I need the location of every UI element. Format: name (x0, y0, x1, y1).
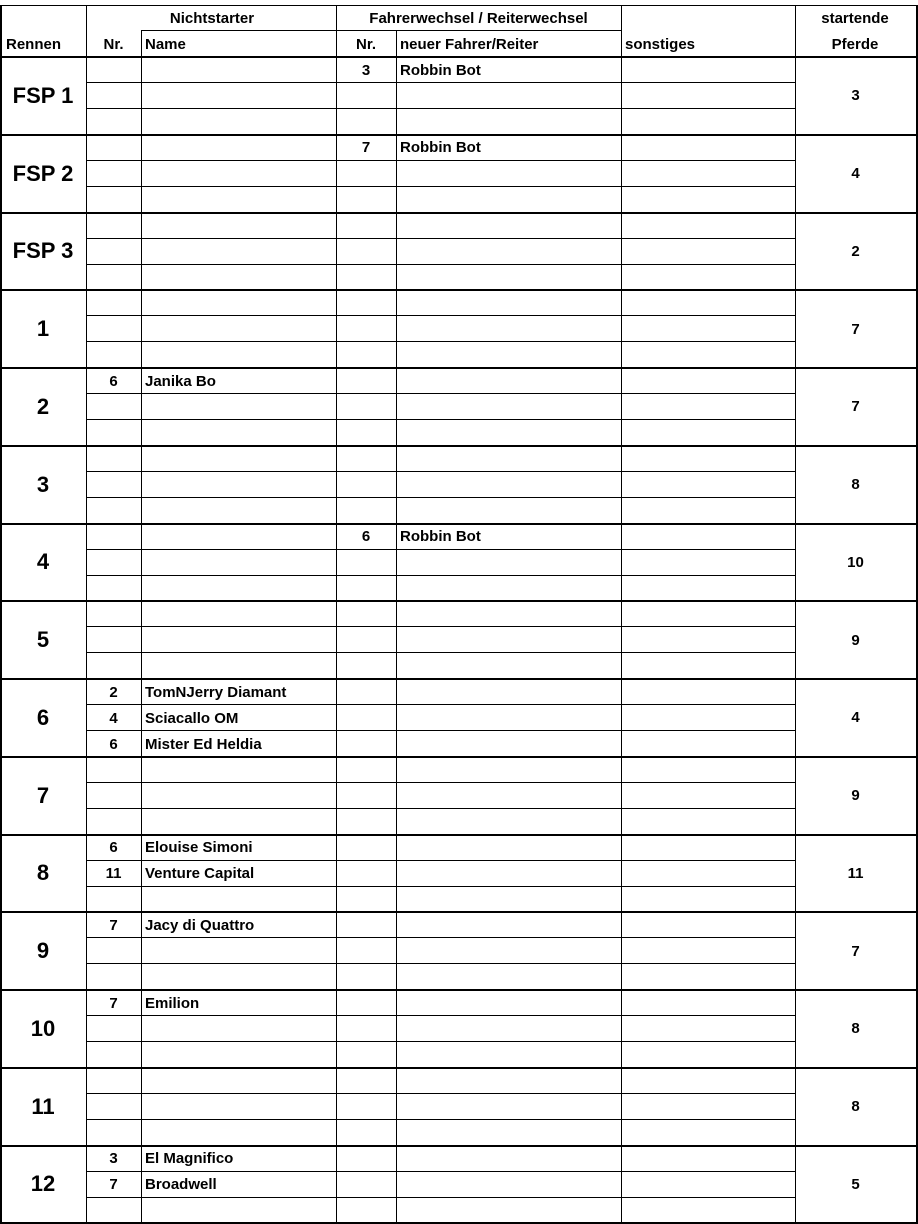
nichtstarter-nr: 7 (109, 916, 118, 934)
race-label: 8 (36, 860, 50, 886)
fahrerwechsel-nr (336, 109, 396, 135)
nichtstarter-nr (86, 239, 141, 265)
nichtstarter-name (141, 627, 336, 653)
nichtstarter-nr (86, 109, 141, 135)
sonstiges-value (621, 342, 795, 368)
fahrerwechsel-nr (336, 679, 396, 705)
sonstiges-value (621, 1016, 795, 1042)
nichtstarter-nr (86, 290, 141, 316)
neuer-fahrer-name (396, 757, 621, 783)
startende-pferde-value: 5 (851, 1175, 860, 1193)
nichtstarter-nr: 6 (109, 735, 118, 753)
neuer-fahrer-name (396, 809, 621, 835)
neuer-fahrer-name (396, 938, 621, 964)
nichtstarter-name (141, 964, 336, 990)
fahrerwechsel-nr (336, 83, 396, 109)
nichtstarter-name (141, 135, 336, 161)
neuer-fahrer-name (396, 368, 621, 394)
nichtstarter-nr (86, 938, 141, 964)
neuer-fahrer-name (396, 783, 621, 809)
nichtstarter-nr (86, 316, 141, 342)
race-label: 6 (36, 704, 50, 730)
neuer-fahrer-name: Robbin Bot (400, 61, 481, 79)
nichtstarter-nr: 2 (109, 683, 118, 701)
fahrerwechsel-nr (336, 187, 396, 213)
neuer-fahrer-name (396, 342, 621, 368)
neuer-fahrer-name (396, 705, 621, 731)
nichtstarter-name (141, 1068, 336, 1094)
nichtstarter-name (141, 446, 336, 472)
startende-pferde-value: 9 (851, 787, 860, 805)
sonstiges-value (621, 1172, 795, 1198)
fahrerwechsel-nr (336, 213, 396, 239)
nichtstarter-name (141, 601, 336, 627)
sonstiges-value (621, 290, 795, 316)
neuer-fahrer-name (396, 1016, 621, 1042)
sonstiges-value (621, 1094, 795, 1120)
nichtstarter-name (141, 1120, 336, 1146)
nichtstarter-nr: 6 (109, 372, 118, 390)
fahrerwechsel-nr (336, 964, 396, 990)
nichtstarter-name (141, 576, 336, 602)
neuer-fahrer-name (396, 627, 621, 653)
nichtstarter-nr (86, 187, 141, 213)
nichtstarter-nr (86, 887, 141, 913)
sonstiges-value (621, 1198, 795, 1224)
nichtstarter-name (141, 757, 336, 783)
startende-pferde-value: 2 (851, 242, 860, 260)
nichtstarter-nr (86, 809, 141, 835)
race-label: 10 (30, 1015, 56, 1041)
race-label: 5 (36, 627, 50, 653)
nichtstarter-name (141, 83, 336, 109)
nichtstarter-name (141, 187, 336, 213)
neuer-fahrer-name (396, 679, 621, 705)
header-fahrerwechsel-nr: Nr. (355, 35, 376, 53)
sonstiges-value (621, 187, 795, 213)
fahrerwechsel-nr (336, 394, 396, 420)
nichtstarter-nr (86, 653, 141, 679)
fahrerwechsel-nr (336, 1042, 396, 1068)
header-divider-line (141, 30, 621, 31)
fahrerwechsel-nr (336, 705, 396, 731)
fahrerwechsel-nr (336, 420, 396, 446)
startende-pferde-value: 7 (851, 320, 860, 338)
nichtstarter-nr (86, 524, 141, 550)
startende-pferde-value: 11 (847, 864, 864, 882)
nichtstarter-name (141, 290, 336, 316)
header-startende-line1: startende (821, 9, 889, 27)
sonstiges-value (621, 498, 795, 524)
sonstiges-value (621, 109, 795, 135)
header-neuer-fahrer: neuer Fahrer/Reiter (400, 35, 539, 53)
sonstiges-value (621, 653, 795, 679)
startende-pferde-value: 8 (851, 1020, 860, 1038)
fahrerwechsel-nr (336, 601, 396, 627)
nichtstarter-nr (86, 83, 141, 109)
sonstiges-value (621, 83, 795, 109)
nichtstarter-name (141, 1016, 336, 1042)
nichtstarter-name (141, 472, 336, 498)
neuer-fahrer-name (396, 861, 621, 887)
nichtstarter-nr (86, 498, 141, 524)
sonstiges-value (621, 679, 795, 705)
fahrerwechsel-nr (336, 757, 396, 783)
nichtstarter-name (141, 57, 336, 83)
nichtstarter-name (141, 316, 336, 342)
neuer-fahrer-name (396, 887, 621, 913)
nichtstarter-nr (86, 783, 141, 809)
startende-pferde-value: 4 (851, 165, 860, 183)
nichtstarter-name (141, 213, 336, 239)
fahrerwechsel-nr (336, 1146, 396, 1172)
sonstiges-value (621, 783, 795, 809)
nichtstarter-name (141, 809, 336, 835)
nichtstarter-name: Mister Ed Heldia (145, 735, 262, 753)
nichtstarter-name (141, 161, 336, 187)
fahrerwechsel-nr (336, 498, 396, 524)
neuer-fahrer-name (396, 550, 621, 576)
startende-pferde-value: 7 (851, 398, 860, 416)
nichtstarter-name (141, 1042, 336, 1068)
sonstiges-value (621, 938, 795, 964)
header-sonstiges: sonstiges (625, 35, 696, 53)
sonstiges-value (621, 861, 795, 887)
fahrerwechsel-nr (336, 861, 396, 887)
nichtstarter-name (141, 109, 336, 135)
nichtstarter-nr (86, 472, 141, 498)
nichtstarter-nr (86, 627, 141, 653)
fahrerwechsel-nr (336, 912, 396, 938)
startende-pferde-value: 8 (851, 476, 860, 494)
sonstiges-value (621, 835, 795, 861)
neuer-fahrer-name: Robbin Bot (400, 528, 481, 545)
neuer-fahrer-name (396, 394, 621, 420)
nichtstarter-name: Sciacallo OM (145, 709, 239, 727)
neuer-fahrer-name (396, 498, 621, 524)
neuer-fahrer-name (396, 576, 621, 602)
sonstiges-value (621, 394, 795, 420)
neuer-fahrer-name (396, 239, 621, 265)
fahrerwechsel-nr (336, 1120, 396, 1146)
nichtstarter-name (141, 1094, 336, 1120)
sonstiges-value (621, 576, 795, 602)
nichtstarter-name: El Magnifico (145, 1150, 234, 1167)
nichtstarter-nr (86, 1042, 141, 1068)
fahrerwechsel-nr (336, 1094, 396, 1120)
column-line-left (0, 5, 2, 1224)
header-nichtstarter: Nichtstarter (169, 9, 255, 27)
fahrerwechsel-nr (336, 1198, 396, 1224)
startende-pferde-value: 10 (847, 553, 864, 571)
nichtstarter-name: TomNJerry Diamant (145, 683, 287, 701)
neuer-fahrer-name (396, 1120, 621, 1146)
startende-pferde-value: 3 (851, 87, 860, 105)
nichtstarter-nr (86, 161, 141, 187)
column-line-sonstiges (621, 5, 622, 1224)
neuer-fahrer-name (396, 964, 621, 990)
race-label: 4 (36, 549, 50, 575)
nichtstarter-name (141, 783, 336, 809)
startende-pferde-value: 7 (851, 942, 860, 960)
neuer-fahrer-name (396, 1042, 621, 1068)
header-name: Name (145, 35, 186, 53)
nichtstarter-name (141, 524, 336, 550)
sonstiges-value (621, 57, 795, 83)
neuer-fahrer-name (396, 601, 621, 627)
sonstiges-value (621, 420, 795, 446)
sonstiges-value (621, 757, 795, 783)
sonstiges-value (621, 627, 795, 653)
neuer-fahrer-name (396, 1172, 621, 1198)
fahrerwechsel-nr (336, 887, 396, 913)
header-fahrerwechsel: Fahrerwechsel / Reiterwechsel (369, 9, 588, 27)
nichtstarter-nr: 3 (109, 1150, 118, 1167)
sonstiges-value (621, 446, 795, 472)
race-label: 7 (36, 782, 50, 808)
fahrerwechsel-nr (336, 835, 396, 861)
nichtstarter-nr (86, 1120, 141, 1146)
neuer-fahrer-name (396, 265, 621, 291)
nichtstarter-nr (86, 576, 141, 602)
column-line-name (141, 30, 142, 1224)
neuer-fahrer-name (396, 420, 621, 446)
neuer-fahrer-name (396, 187, 621, 213)
nichtstarter-name (141, 265, 336, 291)
neuer-fahrer-name (396, 161, 621, 187)
sonstiges-value (621, 601, 795, 627)
neuer-fahrer-name (396, 912, 621, 938)
nichtstarter-nr: 11 (105, 865, 122, 882)
fahrerwechsel-nr (336, 1068, 396, 1094)
sonstiges-value (621, 964, 795, 990)
fahrerwechsel-nr (336, 290, 396, 316)
neuer-fahrer-name (396, 472, 621, 498)
fahrerwechsel-nr (336, 550, 396, 576)
column-line-fw-nr (336, 5, 337, 1224)
nichtstarter-name (141, 420, 336, 446)
header-nichtstarter-nr: Nr. (103, 35, 124, 53)
neuer-fahrer-name (396, 1068, 621, 1094)
fahrerwechsel-nr (336, 627, 396, 653)
column-line-fw-name (396, 30, 397, 1224)
race-label: FSP 2 (12, 160, 74, 186)
nichtstarter-nr (86, 1068, 141, 1094)
column-line-nr (86, 5, 87, 1224)
sonstiges-value (621, 161, 795, 187)
neuer-fahrer-name (396, 731, 621, 757)
neuer-fahrer-name (396, 1094, 621, 1120)
fahrerwechsel-nr (336, 653, 396, 679)
race-label: FSP 3 (12, 238, 74, 264)
fahrerwechsel-nr (336, 731, 396, 757)
sonstiges-value (621, 213, 795, 239)
fahrerwechsel-nr: 3 (361, 61, 371, 79)
startende-pferde-value: 4 (851, 709, 860, 727)
sonstiges-value (621, 887, 795, 913)
sonstiges-value (621, 472, 795, 498)
header-rennen: Rennen (6, 35, 62, 53)
neuer-fahrer-name (396, 835, 621, 861)
fahrerwechsel-nr (336, 809, 396, 835)
fahrerwechsel-nr (336, 265, 396, 291)
fahrerwechsel-nr (336, 342, 396, 368)
fahrerwechsel-nr (336, 1016, 396, 1042)
fahrerwechsel-nr (336, 990, 396, 1016)
nichtstarter-nr (86, 135, 141, 161)
neuer-fahrer-name (396, 990, 621, 1016)
sonstiges-value (621, 368, 795, 394)
fahrerwechsel-nr (336, 316, 396, 342)
nichtstarter-name (141, 887, 336, 913)
neuer-fahrer-name (396, 1146, 621, 1172)
sonstiges-value (621, 1068, 795, 1094)
neuer-fahrer-name (396, 290, 621, 316)
nichtstarter-name (141, 498, 336, 524)
sonstiges-value (621, 135, 795, 161)
nichtstarter-name (141, 550, 336, 576)
race-label: FSP 1 (12, 82, 74, 108)
neuer-fahrer-name (396, 446, 621, 472)
sonstiges-value (621, 1120, 795, 1146)
nichtstarter-nr (86, 964, 141, 990)
fahrerwechsel-nr (336, 239, 396, 265)
nichtstarter-nr (86, 601, 141, 627)
sonstiges-value (621, 809, 795, 835)
fahrerwechsel-nr: 7 (361, 139, 371, 157)
sonstiges-value (621, 1146, 795, 1172)
race-label: 1 (36, 316, 50, 342)
sonstiges-value (621, 265, 795, 291)
fahrerwechsel-nr: 6 (361, 528, 371, 545)
nichtstarter-nr (86, 757, 141, 783)
nichtstarter-name (141, 1198, 336, 1224)
race-label: 11 (31, 1093, 55, 1119)
sonstiges-value (621, 239, 795, 265)
fahrerwechsel-nr (336, 576, 396, 602)
nichtstarter-nr (86, 446, 141, 472)
fahrerwechsel-nr (336, 472, 396, 498)
race-label: 3 (36, 471, 50, 497)
neuer-fahrer-name (396, 1198, 621, 1224)
fahrerwechsel-nr (336, 938, 396, 964)
sonstiges-value (621, 1042, 795, 1068)
neuer-fahrer-name (396, 653, 621, 679)
sonstiges-value (621, 912, 795, 938)
nichtstarter-nr: 7 (109, 1176, 118, 1193)
sonstiges-value (621, 524, 795, 550)
nichtstarter-name (141, 653, 336, 679)
nichtstarter-nr (86, 1016, 141, 1042)
nichtstarter-nr: 6 (109, 839, 118, 856)
nichtstarter-name: Elouise Simoni (145, 839, 253, 856)
neuer-fahrer-name (396, 316, 621, 342)
nichtstarter-name: Broadwell (145, 1176, 217, 1193)
neuer-fahrer-name: Robbin Bot (400, 139, 481, 157)
nichtstarter-nr (86, 1198, 141, 1224)
nichtstarter-nr (86, 394, 141, 420)
fahrerwechsel-nr (336, 161, 396, 187)
sonstiges-value (621, 990, 795, 1016)
fahrerwechsel-nr (336, 783, 396, 809)
nichtstarter-name (141, 342, 336, 368)
header-startende-line2: Pferde (831, 35, 879, 53)
sonstiges-value (621, 705, 795, 731)
column-line-startende (795, 5, 796, 1224)
nichtstarter-nr (86, 1094, 141, 1120)
nichtstarter-nr (86, 57, 141, 83)
startende-pferde-value: 8 (851, 1098, 860, 1116)
neuer-fahrer-name (396, 83, 621, 109)
neuer-fahrer-name (396, 213, 621, 239)
fahrerwechsel-nr (336, 1172, 396, 1198)
sonstiges-value (621, 316, 795, 342)
nichtstarter-nr (86, 342, 141, 368)
fahrerwechsel-nr (336, 368, 396, 394)
neuer-fahrer-name (396, 109, 621, 135)
race-label: 9 (36, 938, 50, 964)
table-top-border (0, 5, 916, 6)
sonstiges-value (621, 731, 795, 757)
nichtstarter-name (141, 394, 336, 420)
nichtstarter-nr: 4 (109, 709, 118, 727)
nichtstarter-nr (86, 265, 141, 291)
race-label: 2 (36, 393, 50, 419)
nichtstarter-name: Venture Capital (145, 865, 255, 882)
nichtstarter-nr (86, 420, 141, 446)
startende-pferde-value: 9 (851, 631, 860, 649)
fahrerwechsel-nr (336, 446, 396, 472)
nichtstarter-nr: 7 (109, 994, 118, 1012)
sonstiges-value (621, 550, 795, 576)
nichtstarter-name: Emilion (145, 994, 200, 1012)
nichtstarter-nr (86, 550, 141, 576)
nichtstarter-name: Janika Bo (145, 372, 216, 390)
nichtstarter-name (141, 239, 336, 265)
race-label: 12 (30, 1171, 56, 1197)
nichtstarter-name: Jacy di Quattro (145, 916, 255, 934)
nichtstarter-name (141, 938, 336, 964)
nichtstarter-nr (86, 213, 141, 239)
